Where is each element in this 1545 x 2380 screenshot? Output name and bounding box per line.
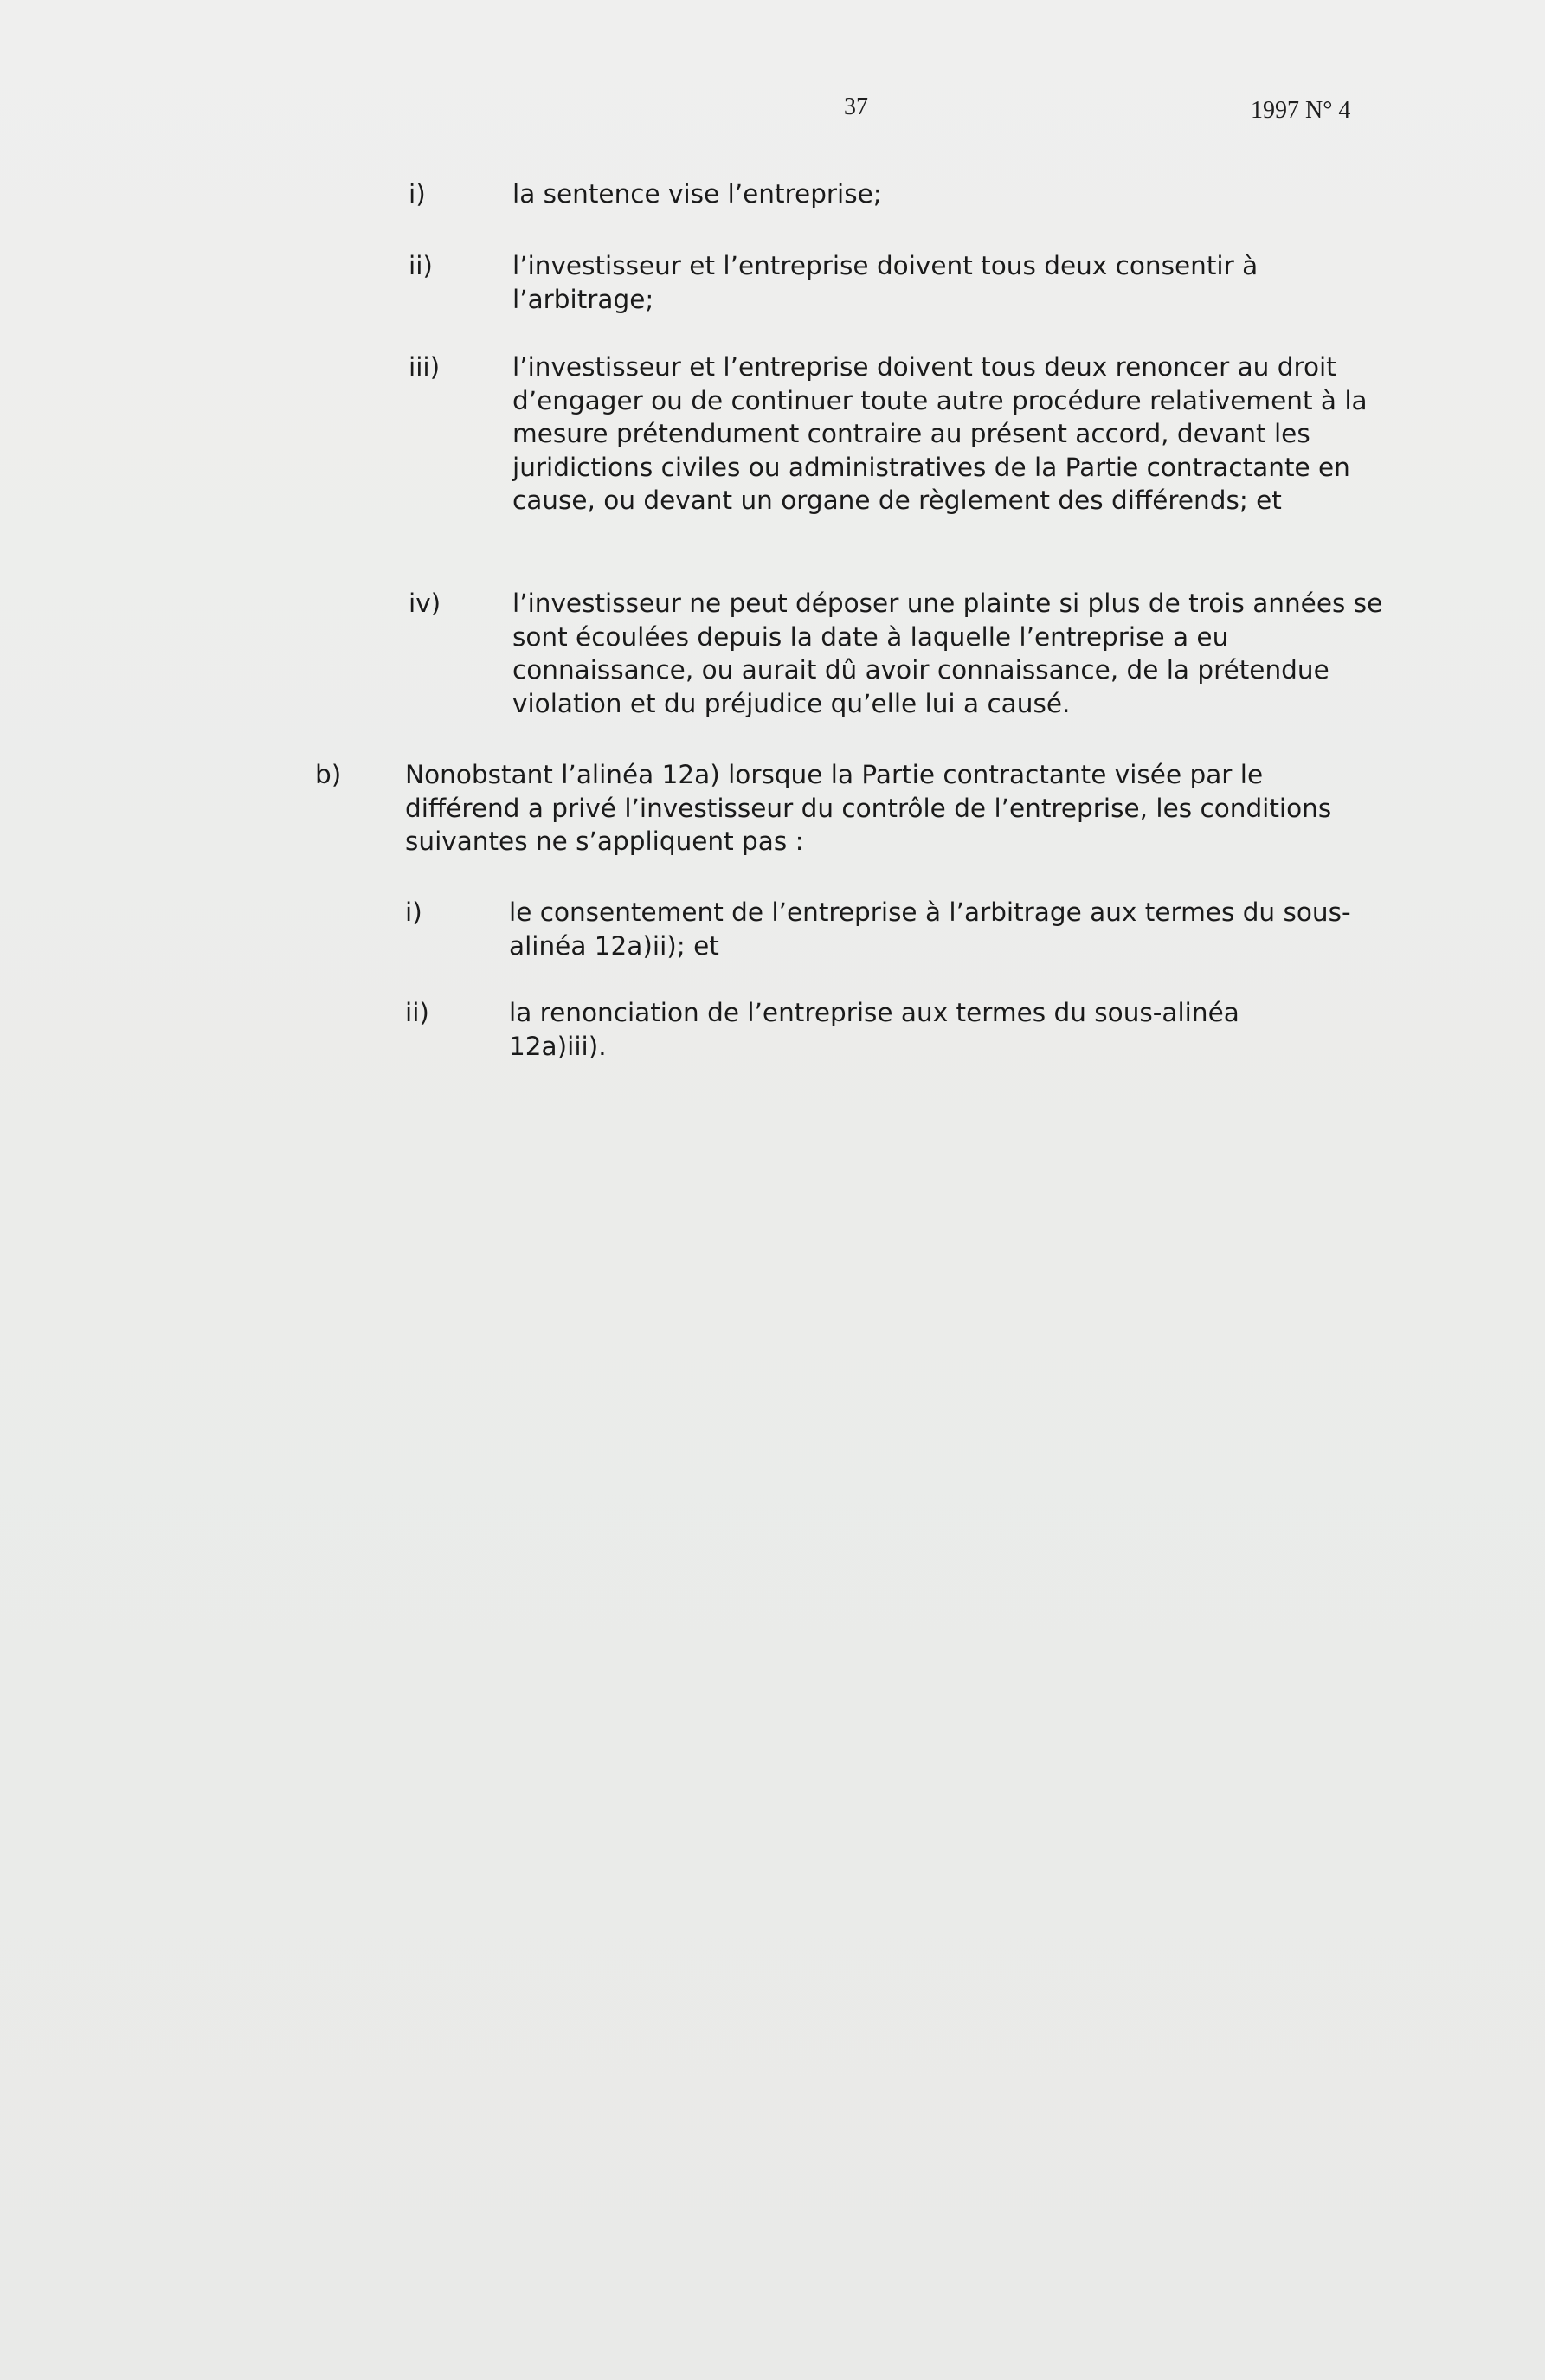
item-text: l’investisseur et l’entreprise doivent tous deux consentir à l’arbitrage; bbox=[512, 251, 1259, 314]
item-text: la sentence vise l’entreprise; bbox=[512, 179, 882, 209]
list-item bbox=[409, 249, 1378, 316]
list-item bbox=[409, 351, 1391, 518]
list-item bbox=[409, 587, 1404, 720]
item-text: l’investisseur ne peut déposer une plainte si plus de trois années se sont écoulées depuis la date à laquelle l’entreprise a eu connaissance, ou aurait dû avoir connaissance, de la prétendue violation et du préjudice qu’elle lui a causé. bbox=[512, 589, 1383, 718]
item-label: ii) bbox=[405, 998, 429, 1027]
list-item bbox=[409, 177, 1395, 211]
page-number: 37 bbox=[844, 93, 868, 120]
item-label: i) bbox=[409, 179, 426, 209]
list-item bbox=[405, 996, 1314, 1063]
clause-text: Nonobstant l’alinéa 12a) lorsque la Partie contractante visée par le différend a privé l’investisseur du contrôle de l’entreprise, les conditions suivantes ne s’appliquent pas : bbox=[405, 760, 1332, 856]
journal-reference: 1997 N° 4 bbox=[1251, 97, 1351, 124]
list-item bbox=[405, 896, 1374, 962]
item-label: ii) bbox=[409, 251, 433, 280]
clause-b bbox=[315, 758, 1336, 859]
clause-label: b) bbox=[315, 760, 342, 789]
item-text: le consentement de l’entreprise à l’arbitrage aux termes du sous-alinéa 12a)ii); et bbox=[509, 897, 1351, 961]
item-text: l’investisseur et l’entreprise doivent tous deux renoncer au droit d’engager ou de continuer toute autre procédure relativement à la mesure prétendument contraire au présent accord, devant les juridictions civiles ou administratives de la Partie contractante en cause, ou devant un organe de règlement des différends; et bbox=[512, 352, 1368, 515]
item-label: i) bbox=[405, 897, 422, 927]
item-text: la renonciation de l’entreprise aux termes du sous-alinéa 12a)iii). bbox=[509, 998, 1239, 1061]
item-label: iv) bbox=[409, 589, 441, 618]
item-label: iii) bbox=[409, 352, 441, 382]
